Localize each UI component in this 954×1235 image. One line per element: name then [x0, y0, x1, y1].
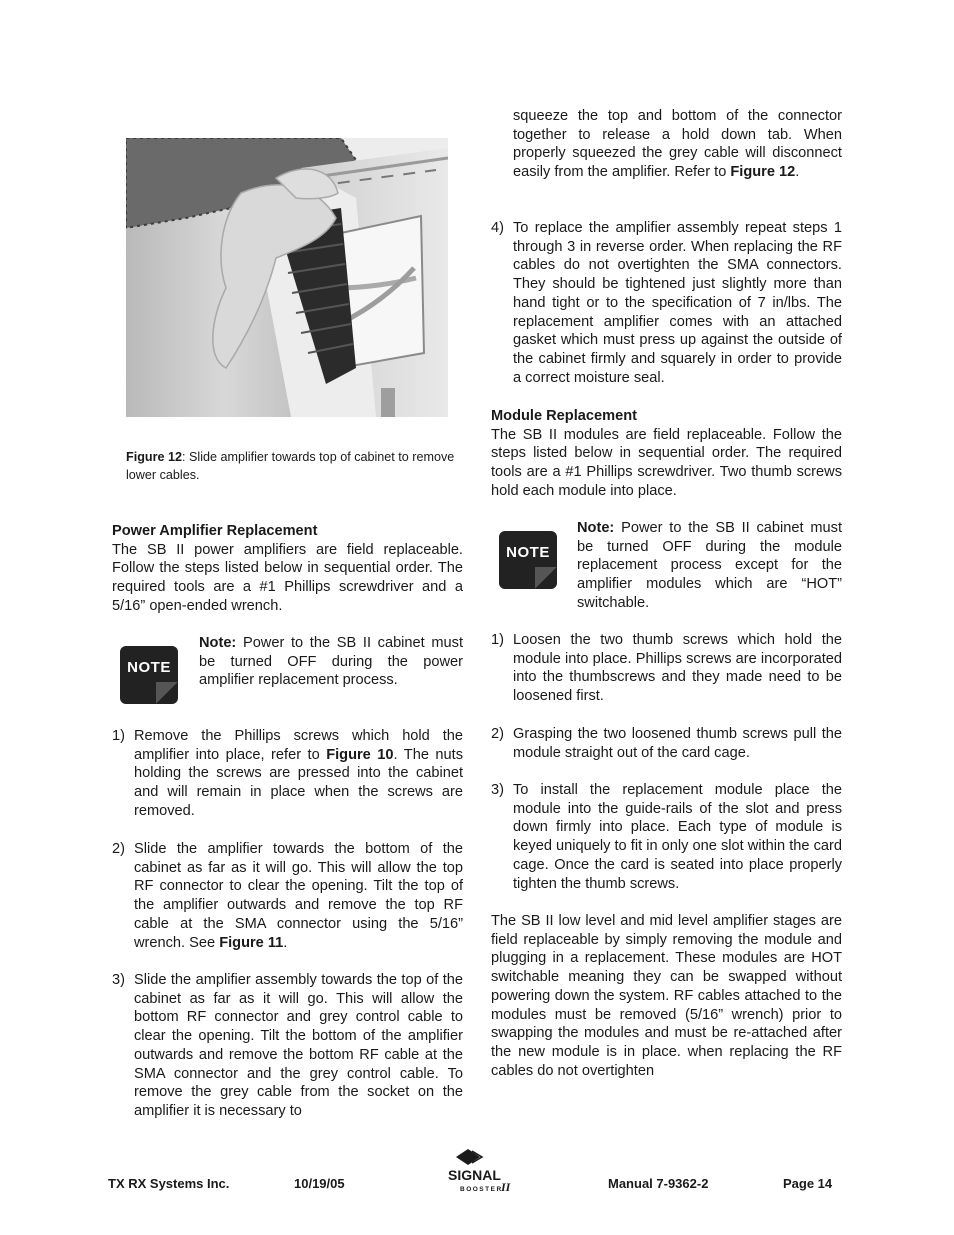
- step-body: Loosen the two thumb screws which hold the module into place. Phillips screws are incorporated into the thumbscrews and they made need to be loosened first.: [513, 632, 842, 705]
- step-3-continued: squeeze the top and bottom of the connector together to release a hold down tab. When properly squeezed the grey cable will disconnect easily from the amplifier. Refer to Figure 12.: [513, 108, 842, 181]
- note-label: Note:: [199, 635, 237, 651]
- module-replacement-heading: Module Replacement: [491, 408, 637, 424]
- module-note: [577, 519, 842, 613]
- module-replacement-intro: The SB II modules are field replaceable. Follow the steps listed below in sequential order. The required tools are a #1 Phillips screwdriver. Two thumb screws hold each module into place.: [491, 426, 842, 499]
- note-text: Power to the SB II cabinet must be turned OFF during the module replacement process except for the amplifier modules which are “HOT” switchable.: [577, 520, 842, 611]
- step-body: To install the replacement module place the module into the guide-rails of the slot and press down firmly into place. Each type of module is keyed uniquely to fit in only one slot within the card cage. Once the card is seated into place properly tighten the thumb screws.: [513, 782, 842, 892]
- power-amplifier-note: [199, 634, 463, 690]
- logo-main-text: SIGNAL: [448, 1167, 501, 1183]
- logo-sub-text: BOOSTER: [460, 1186, 503, 1193]
- footer-company: TX RX Systems Inc.: [108, 1176, 230, 1191]
- note-label: Note:: [577, 520, 615, 536]
- step-number: 1): [112, 728, 125, 744]
- note-text: Power to the SB II cabinet must be turned OFF during the power amplifier replacement process.: [199, 635, 463, 689]
- logo-mark-icon: [456, 1149, 480, 1165]
- module-closing-paragraph: The SB II low level and mid level amplifier stages are field replaceable by simply removing the module and plugging in a replacement. These modules are HOT switchable meaning they can be swapped without powering down the system. RF cables attached to the modules must be removed (5/16” wrench) prior to swapping the modules and must be re-attached after the new module is in place. when replacing the RF cables do not overtighten: [491, 913, 842, 1079]
- footer-page-number: Page 14: [783, 1176, 833, 1191]
- step-body: To replace the amplifier assembly repeat steps 1 through 3 in reverse order. When replacing the RF cables do not overtighten the SMA connectors. They should be tightened just slightly more than hand tight or to the specification of 7 in/lbs. The replacement amplifier comes with an attached gasket which must press up against the outside of the cabinet firmly and squarely in order to provide a correct moisture seal.: [513, 220, 842, 386]
- note-icon: NOTE: [499, 531, 557, 589]
- power-amplifier-intro: The SB II power amplifiers are field replaceable. Follow the steps listed below in sequential order. The required tools are a #1 Phillips screwdriver and a 5/16” open-ended wrench.: [112, 541, 463, 614]
- step-number: 4): [491, 220, 504, 236]
- figure-12-label: Figure 12: [126, 450, 182, 464]
- step-number: 1): [491, 632, 504, 648]
- figure-12-photo: [126, 138, 448, 417]
- footer-date: 10/19/05: [294, 1176, 345, 1191]
- figure-12-caption: [126, 449, 456, 484]
- footer-manual: Manual 7-9362-2: [608, 1176, 709, 1191]
- logo-roman-numeral: II: [501, 1180, 511, 1194]
- figure-12-caption-text: : Slide amplifier towards top of cabinet to remove lower cables.: [126, 450, 455, 482]
- step-body: Grasping the two loosened thumb screws pull the module straight out of the card cage.: [513, 726, 842, 761]
- signal-booster-logo: [446, 1147, 516, 1197]
- note-icon: NOTE: [120, 646, 178, 704]
- step-number: 3): [491, 782, 504, 798]
- step-body: Slide the amplifier assembly towards the top of the cabinet as far as it will go. This will allow the bottom RF connector and grey control cable to clear the opening. Tilt the bottom of the amplifier outwards and remove the bottom RF cable at the SMA connector and the grey control cable. To remove the grey cable from the socket on the amplifier it is necessary to: [134, 972, 463, 1119]
- step-body: Slide the amplifier towards the bottom of the cabinet as far as it will go. This will allow the top RF connector to clear the opening. Tilt the top of the amplifier outwards and remove the top RF cable at the SMA connector using the 5/16” wrench. See Figure 11.: [134, 841, 463, 951]
- power-amplifier-section: [112, 522, 463, 616]
- step-number: 3): [112, 972, 125, 988]
- step-number: 2): [112, 841, 125, 857]
- step-number: 2): [491, 726, 504, 742]
- step-body: Remove the Phillips screws which hold the amplifier into place, refer to Figure 10. The nuts holding the screws are pressed into the cabinet and will remain in place when the screws are removed.: [134, 728, 463, 819]
- module-replacement-section: [491, 407, 842, 501]
- power-amplifier-heading: Power Amplifier Replacement: [112, 523, 318, 539]
